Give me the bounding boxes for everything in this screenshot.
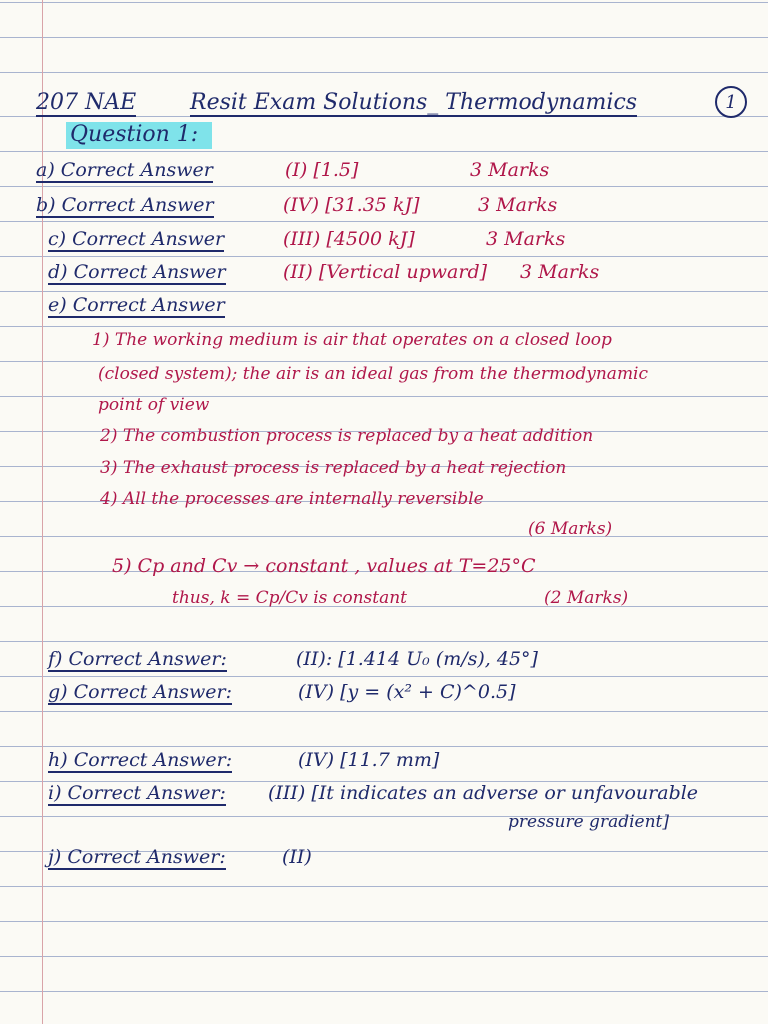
answer-g-value: (IV) [y = (x² + C)^0.5] (298, 681, 516, 703)
answer-e-label: e) Correct Answer (48, 294, 225, 316)
answer-d-label: d) Correct Answer (48, 261, 226, 283)
answer-g-label: g) Correct Answer: (48, 681, 233, 703)
answer-j-value: (II) (282, 846, 312, 868)
answer-c-label: c) Correct Answer (48, 228, 225, 250)
part-e-line-2: (closed system); the air is an ideal gas from the thermodynamic (98, 364, 649, 384)
question-heading (66, 124, 212, 146)
page-number: 1 (725, 91, 737, 113)
answer-j-label: j) Correct Answer: (48, 846, 226, 868)
page-title: Resit Exam Solutions_ Thermodynamics (190, 90, 638, 115)
part-e-marks-2: (2 Marks) (544, 588, 629, 608)
answer-f-label: f) Correct Answer: (48, 648, 227, 670)
answer-a-value: (I) [1.5] (285, 159, 359, 181)
part-e-line-3: point of view (98, 395, 210, 415)
answer-c-marks: 3 Marks (486, 228, 566, 250)
answer-d-value: (II) [Vertical upward] (283, 261, 488, 283)
part-e-line-1: 1) The working medium is air that operates on a closed loop (92, 330, 612, 350)
answer-h-label: h) Correct Answer: (48, 749, 233, 771)
answer-b-value: (IV) [31.35 kJ] (283, 194, 420, 216)
answer-i-value: (III) [It indicates an adverse or unfavourable (268, 782, 699, 804)
part-e-line-5b: thus, k = Cp/Cv is constant (172, 588, 407, 608)
answer-c-value: (III) [4500 kJ] (283, 228, 415, 250)
margin-line (42, 0, 43, 1024)
answer-b-label: b) Correct Answer (36, 194, 214, 216)
answer-a-label: a) Correct Answer (36, 159, 213, 181)
answer-h-value: (IV) [11.7 mm] (298, 749, 440, 771)
answer-i-label: i) Correct Answer: (48, 782, 226, 804)
answer-b-marks: 3 Marks (478, 194, 558, 216)
answer-i-continuation: pressure gradient] (508, 812, 669, 832)
highlighted-heading: Question 1: (66, 122, 212, 149)
page-number-circle (715, 86, 747, 118)
part-e-marks-6: (6 Marks) (528, 519, 613, 539)
answer-a-marks: 3 Marks (470, 159, 550, 181)
answer-f-value: (II): [1.414 U₀ (m/s), 45°] (296, 648, 538, 670)
part-e-line-5: 3) The exhaust process is replaced by a heat rejection (100, 458, 567, 478)
course-code: 207 NAE (36, 90, 137, 115)
part-e-line-5a: 5) Cp and Cv → constant , values at T=25°C (112, 555, 536, 577)
part-e-line-4: 2) The combustion process is replaced by a heat addition (100, 426, 594, 446)
part-e-line-6: 4) All the processes are internally reversible (100, 489, 484, 509)
answer-d-marks: 3 Marks (520, 261, 600, 283)
